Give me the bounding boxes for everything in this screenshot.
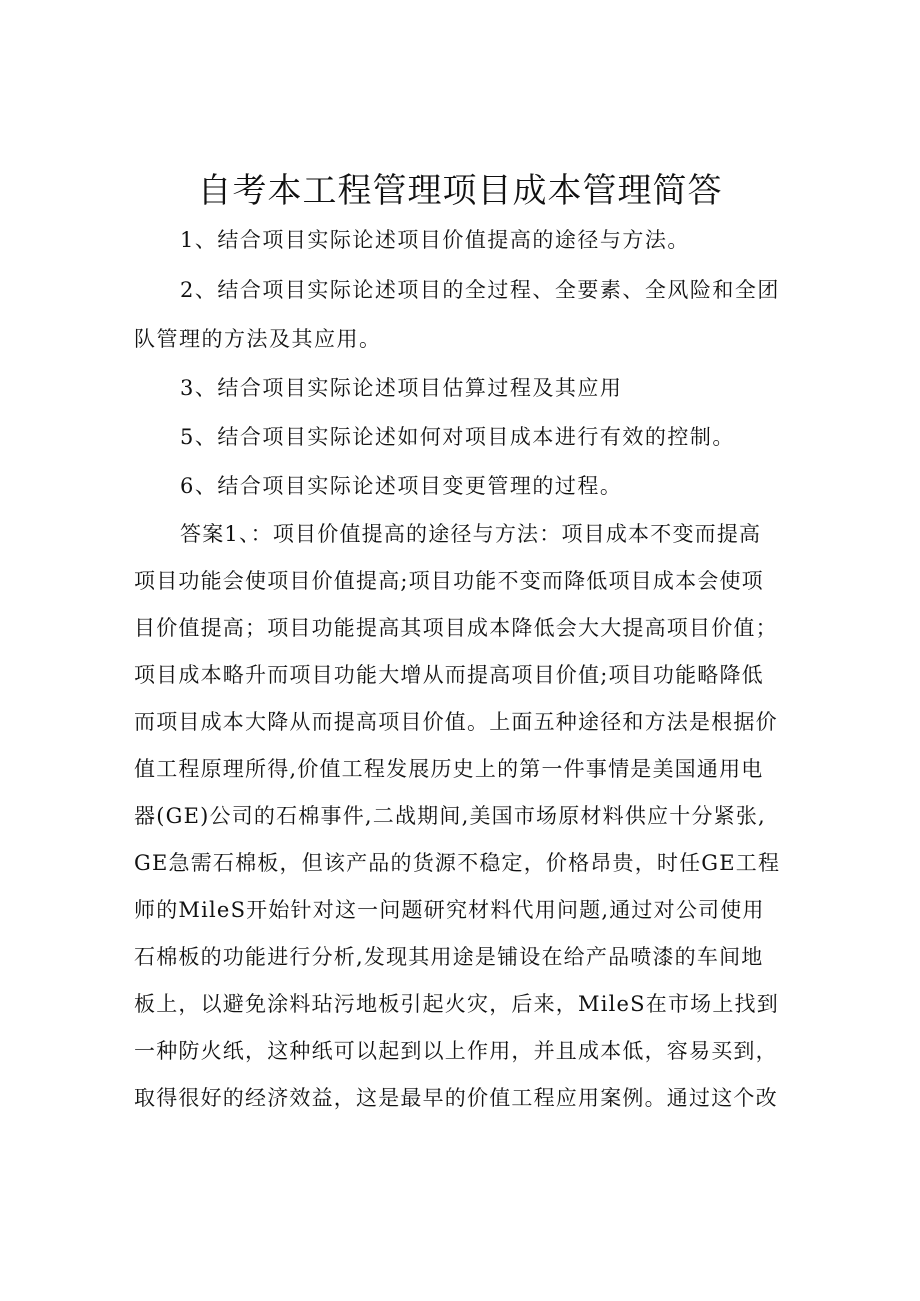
answer-line: 取得很好的经济效益，这是最早的价值工程应用案例。通过这个改 [134, 1086, 778, 1110]
document-title: 自考本工程管理项目成本管理简答 [197, 171, 723, 211]
answer-line: 一种防火纸，这种纸可以起到以上作用，并且成本低，容易买到， [134, 1039, 778, 1063]
answer-line: 石棉板的功能进行分析,发现其用途是铺设在给产品喷漆的车间地 [134, 945, 764, 969]
answer-line: 值工程原理所得,价值工程发展历史上的第一件事情是美国通用电 [134, 757, 764, 781]
answer-line: 器(GE)公司的石棉事件,二战期间,美国市场原材料供应十分紧张, [134, 804, 766, 828]
answer-line: 项目功能会使项目价值提高;项目功能不变而降低项目成本会使项 [134, 569, 764, 593]
answer-line: 板上，以避免涂料玷污地板引起火灾，后来，MileS在市场上找到 [134, 992, 779, 1016]
answer-line: 而项目成本大降从而提高项目价值。上面五种途径和方法是根据价 [134, 710, 778, 734]
question-2-line-2: 队管理的方法及其应用。 [134, 327, 382, 351]
question-6: 6、结合项目实际论述项目变更管理的过程。 [180, 474, 623, 498]
question-3: 3、结合项目实际论述项目估算过程及其应用 [180, 376, 623, 400]
question-1: 1、结合项目实际论述项目价值提高的途径与方法。 [180, 228, 690, 252]
question-2-line-1: 2、结合项目实际论述项目的全过程、全要素、全风险和全团 [180, 278, 780, 302]
answer-line: 答案1、：项目价值提高的途径与方法：项目成本不变而提高 [180, 522, 762, 546]
answer-line: 项目成本略升而项目功能大增从而提高项目价值;项目功能略降低 [134, 663, 764, 687]
answer-line: GE急需石棉板，但该产品的货源不稳定，价格昂贵，时任GE工程 [134, 851, 781, 875]
answer-line: 目价值提高；项目功能提高其项目成本降低会大大提高项目价值； [134, 616, 778, 640]
question-5: 5、结合项目实际论述如何对项目成本进行有效的控制。 [180, 425, 735, 449]
answer-line: 师的MileS开始针对这一问题研究材料代用问题,通过对公司使用 [134, 898, 765, 922]
